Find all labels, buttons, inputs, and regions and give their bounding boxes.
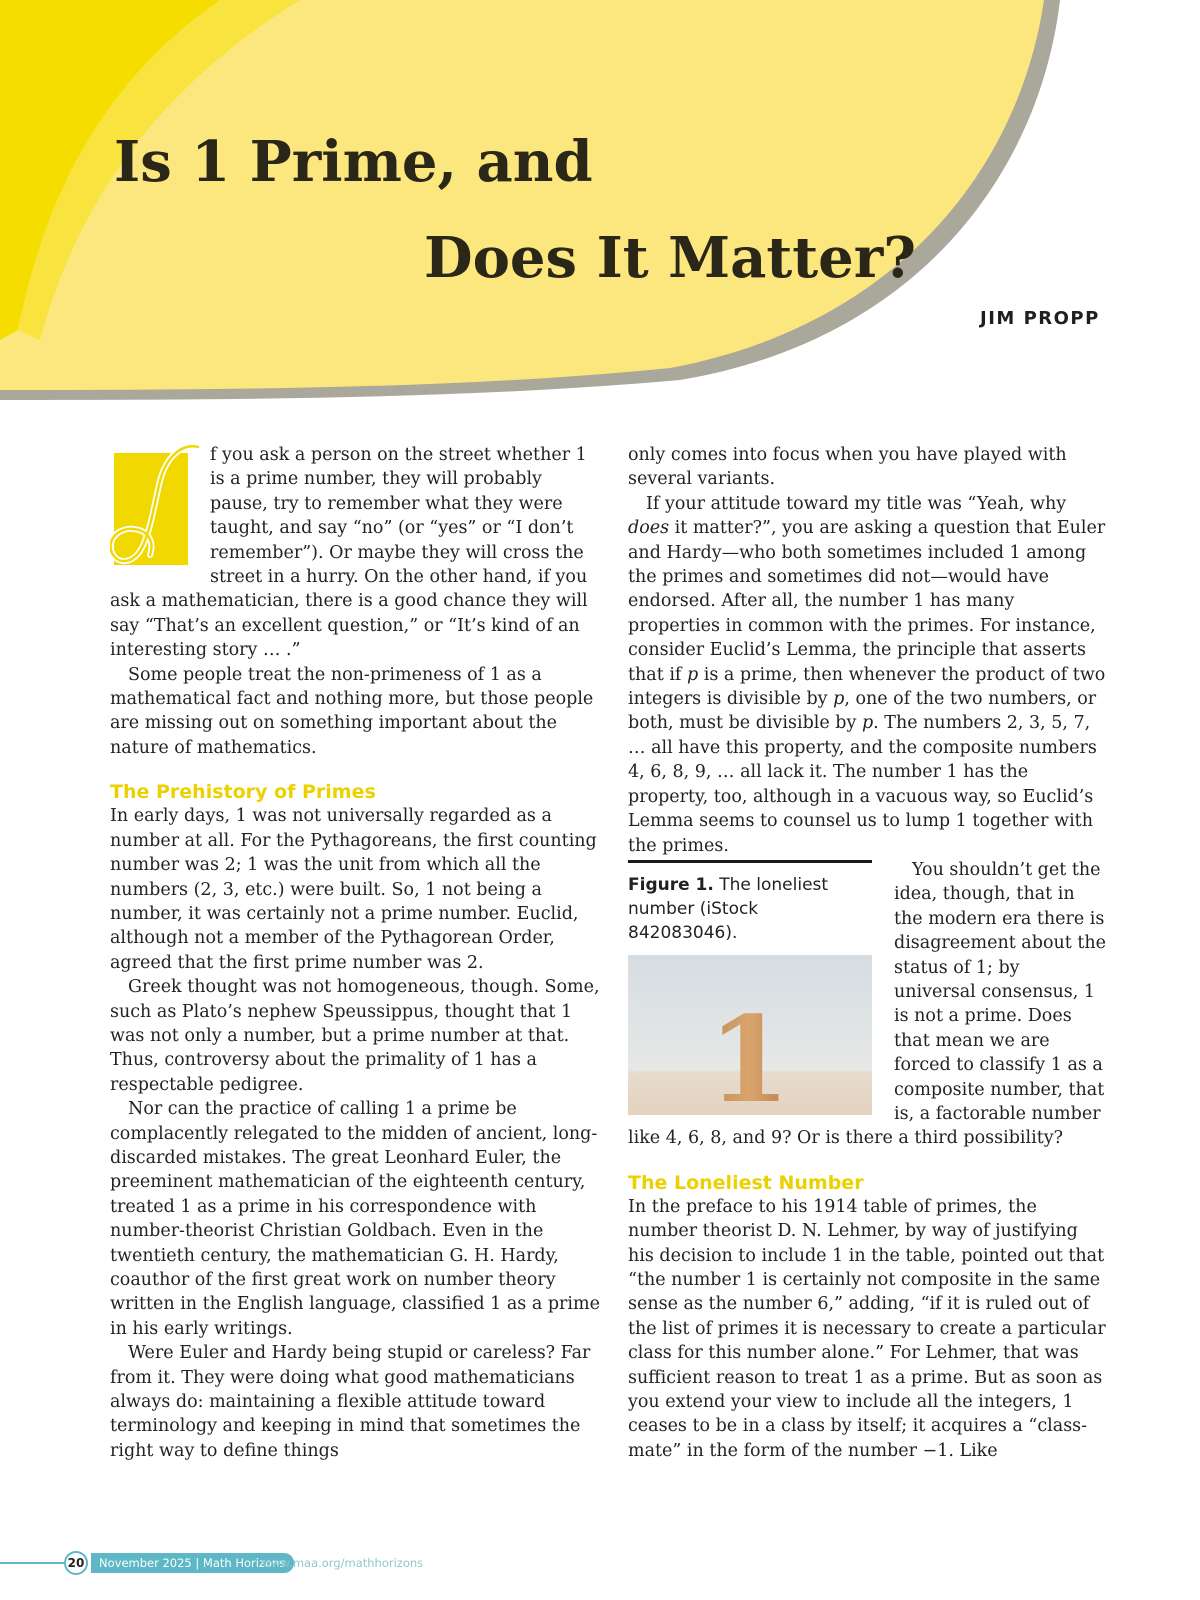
page-number: 20 — [64, 1551, 88, 1575]
figure-image-wooden-one — [628, 955, 872, 1115]
title-banner — [0, 0, 1200, 400]
paragraph-4: Greek thought was not homogeneous, though. Some, such as Plato’s nephew Speussippus, thought that 1 was not only a number, but a prime number at that. Thus, controversy about the primality of 1 has a respectable pedigree. — [110, 977, 600, 1095]
article-column-left — [110, 443, 604, 1463]
section-heading-prehistory: The Prehistory of Primes — [110, 781, 376, 804]
paragraph-3: In early days, 1 was not universally regarded as a number at all. For the Pythagoreans, the first counting number was 2; 1 was the unit from which all the numbers (2, 3, etc.) were built. So, 1 not being a number, it was certainly not a prime number. Euclid, although not a member of the Pythagorean Order, agreed that the first prime number was 2. — [110, 806, 597, 973]
footer-rule — [0, 1562, 64, 1564]
paragraph-5: Nor can the practice of calling 1 a prime be complacently relegated to the midden of ancient, long-discarded mistakes. The great Leonhard Euler, the preeminent mathematician of the eighteenth century, treated 1 as a prime in his correspondence with number-theorist Christian Goldbach. Even in the twentieth century, the mathematician G. H. Hardy, coauthor of the first great work on number theory written in the English language, classified 1 as a prime in his early writings. — [110, 1099, 600, 1339]
dropcap-letter — [110, 443, 202, 568]
issue-label: November 2025 | Math Horizons — [91, 1553, 294, 1573]
article-title-line-2: Does It Matter? — [424, 225, 917, 291]
wooden-digit: 1 — [707, 989, 791, 1115]
website-link[interactable]: www.maa.org/mathhorizons — [262, 1556, 424, 1570]
figure-caption-text: The loneliest number (iStock 842083046). — [628, 874, 829, 943]
paragraph-6-continued: only comes into focus when you have played with several variants. — [628, 445, 1067, 490]
figure-1 — [628, 860, 872, 1115]
author-name: JIM PROPP — [980, 308, 1100, 329]
paragraph-6: Were Euler and Hardy being stupid or careless? Far from it. They were doing what good mathematicians always do: maintaining a flexible attitude toward terminology and keeping in mind that sometimes the right way to define things — [110, 1343, 591, 1461]
paragraph-2: Some people treat the non-primeness of 1 as a mathematical fact and nothing more, but those people are missing out on something important about the nature of mathematics. — [110, 664, 594, 758]
page-footer — [0, 1548, 600, 1578]
emphasis-does: does — [628, 518, 670, 539]
figure-label: Figure 1. — [628, 874, 714, 895]
article-column-right — [628, 443, 1106, 1463]
paragraph-9: In the preface to his 1914 table of primes, the number theorist D. N. Lehmer, by way of justifying his decision to include 1 in the table, pointed out that “the number 1 is certainly not composite in the same sense as the number 6,” adding, “if it is ruled out of the list of primes it is necessary to create a particular class for this number alone.” For Lehmer, that was sufficient reason to treat 1 as a prime. But as soon as you extend your view to include all the integers, 1 ceases to be in a class by itself; it acquires a “class-mate” in the form of the number −1. Like — [628, 1196, 1106, 1461]
paragraph-1: f you ask a person on the street whether 1 is a prime number, they will probably pause, try to remember what they were taught, and say “no” (or “yes” or “I don’t remember”). Or maybe they will cross the street in a hurry. On the other hand, if you ask a mathematician, there is a good chance they will say “That’s an excellent question,” or “It’s kind of an interesting story … .” — [110, 445, 588, 661]
paragraph-8: Figure 1. The loneliest number (iStock 842083046). 1 You shouldn’t get the idea, though, that in the modern era there is disagreement about the status of 1; by universal consensus, 1 is not a prime. Does that mean we are forced to classify 1 as a composite number, that is, a factorable number like 4, 6, 8, and 9? Or is there a third possibility? — [628, 859, 1107, 1149]
figure-caption — [628, 873, 872, 945]
article-title-line-1: Is 1 Prime, and — [114, 129, 593, 195]
section-heading-loneliest: The Loneliest Number — [628, 1171, 864, 1194]
paragraph-7: If your attitude toward my title was “Yeah, why does it matter?”, you are asking a question that Euler and Hardy—who both sometimes included 1 among the primes and sometimes did not—would have endorsed. After all, the number 1 has many properties in common with the primes. For instance, consider Euclid’s Lemma, the principle that asserts that if p is a prime, then whenever the product of two integers is divisible by p, one of the two numbers, or both, must be divisible by p. The numbers 2, 3, 5, 7, … all have this property, and the composite numbers 4, 6, 8, 9, … all lack it. The number 1 has the property, too, although in a vacuous way, so Euclid’s Lemma seems to counsel us to lump 1 together with the primes. — [628, 493, 1106, 856]
figure-rule — [628, 860, 872, 863]
